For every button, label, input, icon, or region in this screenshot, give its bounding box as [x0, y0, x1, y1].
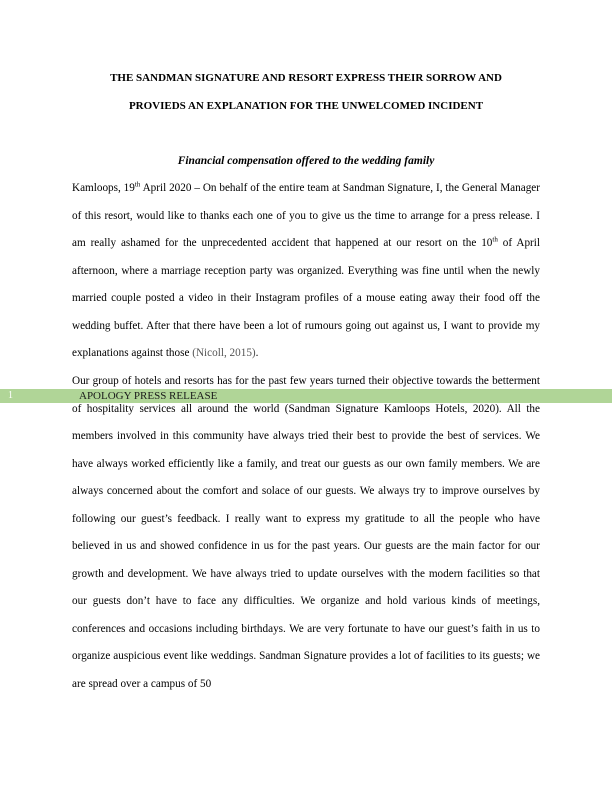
subtitle: Financial compensation offered to the wedding family [177, 155, 435, 167]
p1-sup-a: th [134, 180, 141, 189]
title-line-2: PROVIEDS AN EXPLANATION FOR THE UNWELCOMED INCIDENT [128, 100, 484, 112]
citation: (Nicoll, 2015) [192, 347, 256, 359]
p1-text-c: of April afternoon, where a marriage reception party was organized. Everything was fine until when the newly married couple posted a video in their Instagram profiles of a mouse eating away their food off the wedding buffet. After that there have been a lot of rumours going out against us, I want to provide my explanations against those [72, 237, 540, 359]
p1-text-a: Kamloops, 19 [72, 182, 135, 194]
title-line-1: THE SANDMAN SIGNATURE AND RESORT EXPRESS THEIR SORROW AND [110, 72, 502, 84]
page-number: 1 [8, 390, 13, 401]
running-head: APOLOGY PRESS RELEASE [79, 390, 218, 402]
p1-text-d: . [255, 347, 259, 359]
p1-sup-b: th [492, 235, 498, 244]
paragraph-2: Our group of hotels and resorts has for the past few years turned their objective towards the betterment of hospitality services all around the world (Sandman Signature Kamloops Hotels, 2020). All the members involved in this community have always tried their best to provide the best of services. We have always worked efficiently like a family, and treat our guests as our own family members. We are always concerned about the comfort and solace of our guests. We always try to improve ourselves by following our guest’s feedback. I really want to express my gratitude to all the people who have believed in us and showed confidence in us for the past years. Our guests are the main factor for our growth and development. We have always tried to update ourselves with the modern facilities so that our guests don’t have to face any difficulties. We organize and hold various kinds of meetings, conferences and occasions including birthdays. We are very fortunate to have our guest’s faith in us to organize auspicious event like weddings. Sandman Signature provides a lot of facilities to its guests; we are spread over a campus of 50 [72, 375, 540, 690]
paragraph-1 [72, 175, 540, 368]
p1-text-b: April 2020 – On behalf of the entire team at Sandman Signature, I, the General Manager of this resort, would like to thanks each one of you to give us the time to arrange for a press release. I am really ashamed for the unprecedented accident that happened at our resort on the 10 [72, 182, 540, 249]
